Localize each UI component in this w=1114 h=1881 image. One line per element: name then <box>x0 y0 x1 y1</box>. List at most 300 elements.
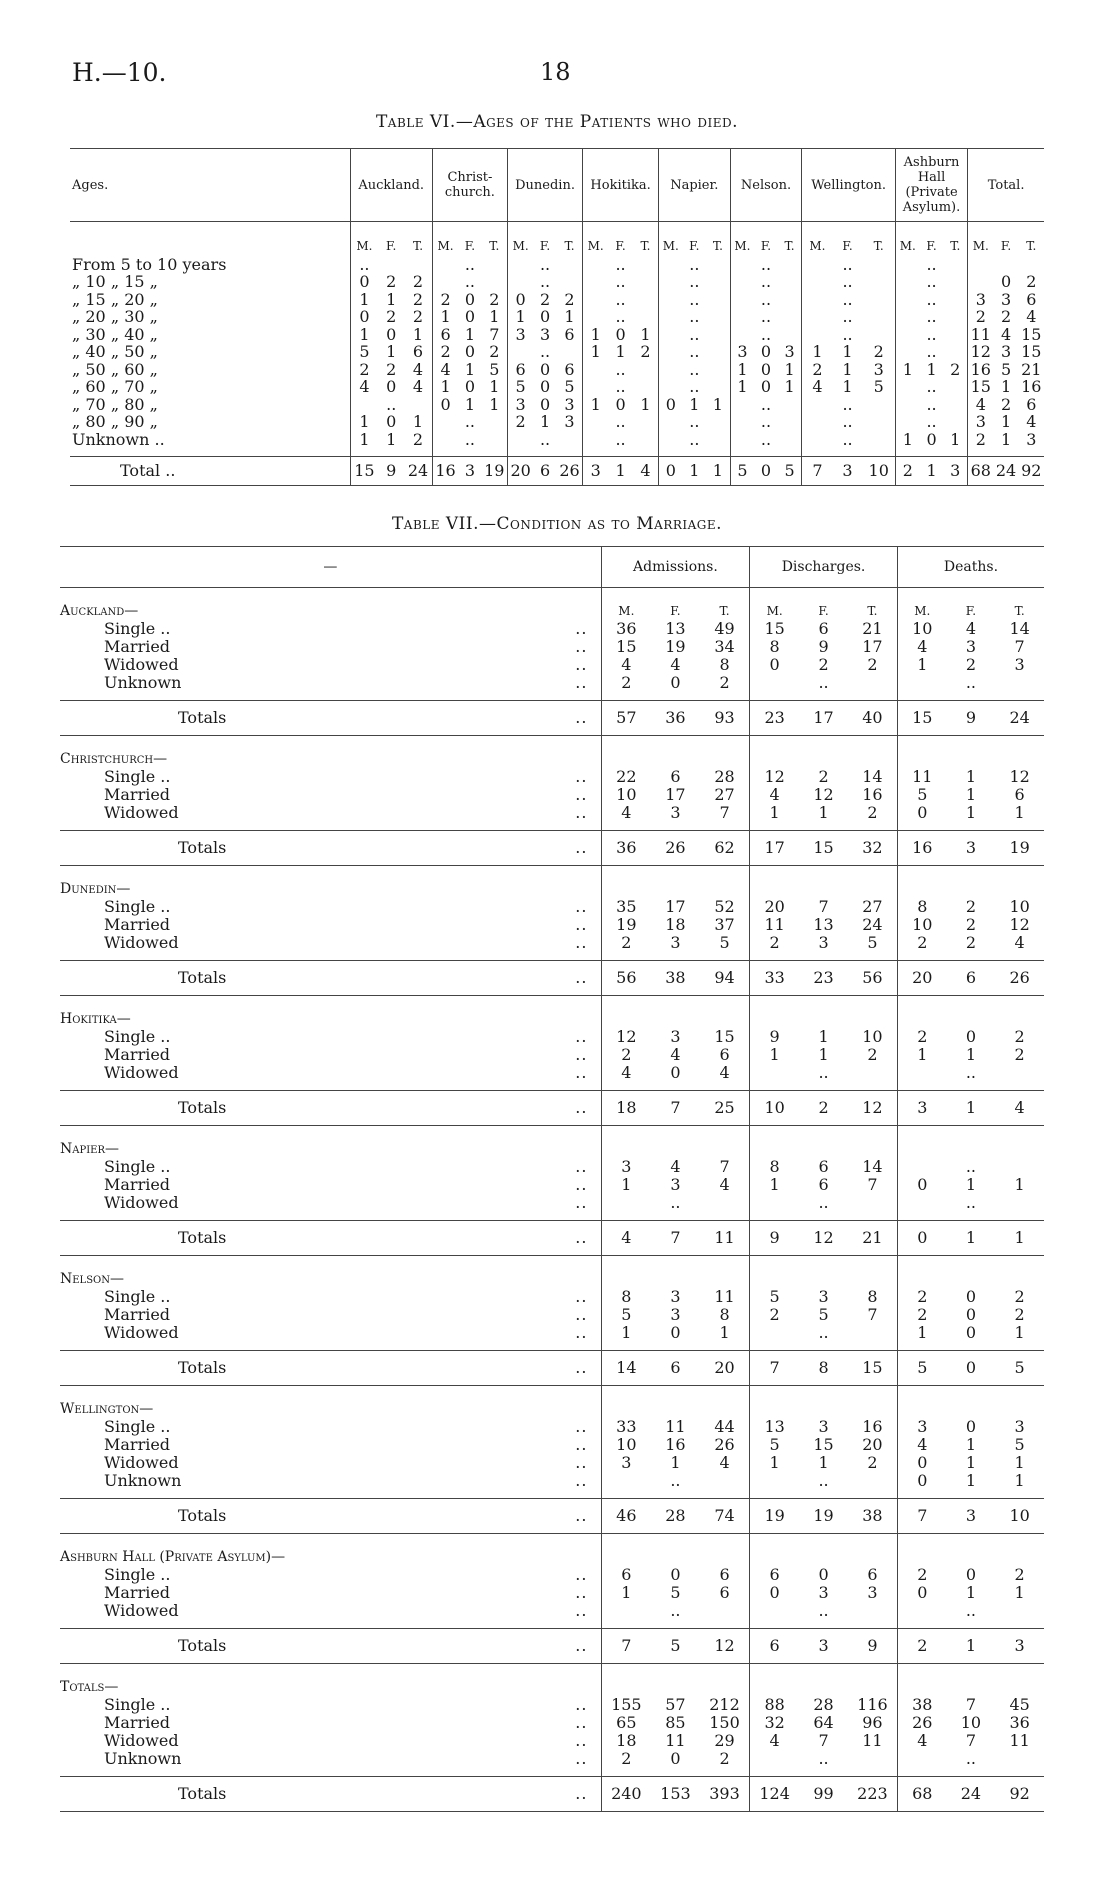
value-cell <box>583 273 608 291</box>
spacer-cell <box>848 1126 898 1159</box>
value-cell: 4 <box>1026 412 1037 431</box>
spacer-cell <box>750 1534 800 1567</box>
value-cell: 0 <box>965 1417 977 1436</box>
total-value: 38 <box>848 1499 898 1534</box>
total-value: 56 <box>848 961 898 996</box>
value-cell <box>730 396 754 414</box>
age-label: „ 15 „ 20 „ <box>72 289 158 309</box>
value-cell: 2 <box>750 934 800 952</box>
value-cell <box>658 256 682 274</box>
total-value: 28 <box>651 1499 700 1534</box>
value-cell: 7 <box>1014 637 1025 656</box>
total-value: 7 <box>898 1499 947 1534</box>
total-value: 19 <box>482 457 508 486</box>
value-cell: 6 <box>412 342 424 361</box>
mft-label: M. <box>895 222 919 256</box>
mft-label: M. <box>898 588 947 621</box>
value-cell: .. <box>689 412 700 431</box>
value-cell: 1 <box>750 804 800 822</box>
value-cell <box>350 396 378 414</box>
group-name: Christchurch— <box>60 751 168 767</box>
value-cell: 15 <box>601 638 651 656</box>
spacer-cell <box>750 1386 800 1419</box>
value-cell <box>895 343 919 361</box>
value-cell <box>507 273 533 291</box>
value-cell: 13 <box>813 915 834 934</box>
spacer-cell <box>799 1620 848 1629</box>
value-cell: 1 <box>489 377 500 396</box>
value-cell: 1 <box>730 361 754 379</box>
value-cell: 0 <box>658 396 682 414</box>
value-cell: .. <box>464 412 476 431</box>
spacer-cell <box>750 1342 800 1351</box>
total-value: 26 <box>995 961 1044 996</box>
value-cell: 2 <box>750 1306 800 1324</box>
spacer-cell <box>651 1768 700 1777</box>
value-cell <box>658 291 682 309</box>
age-label: „ 30 „ 40 „ <box>72 324 158 344</box>
spacer-cell <box>799 736 848 769</box>
value-cell: .. <box>689 289 700 309</box>
value-cell <box>557 273 583 291</box>
value-cell: 6 <box>1026 289 1037 309</box>
value-cell: 2 <box>1026 272 1037 291</box>
value-cell: 4 <box>412 377 424 396</box>
spacer-cell <box>750 692 800 701</box>
value-cell <box>1019 256 1044 274</box>
totals-label: Totals <box>60 1351 562 1386</box>
value-cell: 0 <box>464 342 476 361</box>
value-cell <box>943 326 967 344</box>
value-cell: .. <box>615 359 626 379</box>
value-cell: 3 <box>784 342 795 361</box>
value-cell: .. <box>539 272 551 291</box>
total-value: 9 <box>750 1221 800 1256</box>
mft-label: T. <box>489 239 500 253</box>
total-value: 38 <box>651 961 700 996</box>
total-value: 7 <box>651 1221 700 1256</box>
value-cell: 0 <box>760 359 772 379</box>
value-cell <box>482 431 508 449</box>
spacer-cell <box>651 1212 700 1221</box>
group-totals-row <box>60 1221 1044 1256</box>
spacer-cell <box>947 1620 996 1629</box>
value-cell: .. <box>760 272 772 291</box>
column-header: Auckland. <box>350 149 432 222</box>
total-value: 124 <box>750 1777 800 1812</box>
value-cell: 26 <box>898 1714 947 1732</box>
value-cell: .. <box>842 394 853 414</box>
value-cell: 5 <box>867 933 878 952</box>
value-cell: 3 <box>818 1417 829 1436</box>
value-cell <box>601 1194 651 1212</box>
value-cell: 36 <box>601 620 651 638</box>
gap-row <box>60 1490 1044 1499</box>
value-cell: 16 <box>862 785 883 804</box>
spacer-cell <box>947 1534 996 1567</box>
spacer-cell <box>848 822 898 831</box>
value-cell <box>802 396 833 414</box>
mft-label: F. <box>464 239 476 253</box>
total-value: 7 <box>750 1351 800 1386</box>
spacer-cell <box>947 1490 996 1499</box>
value-cell: 1 <box>965 1045 977 1064</box>
leader-dots: .. <box>575 1601 588 1620</box>
total-value: 19 <box>750 1499 800 1534</box>
spacer-cell <box>60 952 601 961</box>
value-cell: 1 <box>386 429 397 449</box>
value-cell: 1 <box>432 378 458 396</box>
value-cell <box>601 1602 651 1620</box>
spacer-cell <box>651 1386 700 1419</box>
value-cell: 116 <box>857 1695 888 1714</box>
mft-label: M. <box>601 588 651 621</box>
value-cell: 4 <box>719 1063 730 1082</box>
leader-dots: .. <box>575 785 588 804</box>
value-cell: 8 <box>719 655 730 674</box>
marriage-row <box>60 934 1044 952</box>
group-totals-row <box>60 831 1044 866</box>
total-value: 3 <box>799 1629 848 1664</box>
value-cell: 2 <box>412 272 424 291</box>
value-cell: 3 <box>507 396 533 414</box>
value-cell: 1 <box>926 359 937 379</box>
value-cell <box>943 273 967 291</box>
total-value: 92 <box>995 1777 1044 1812</box>
column-header: Christ-church. <box>432 149 507 222</box>
leader-dots: .. <box>575 897 588 916</box>
leader-dots: .. <box>575 637 588 656</box>
total-value: 7 <box>651 1091 700 1126</box>
value-cell: 7 <box>818 1731 829 1750</box>
spacer-cell <box>995 1212 1044 1221</box>
spacer-cell <box>700 952 750 961</box>
spacer-cell <box>848 1664 898 1697</box>
value-cell: 8 <box>601 1288 651 1306</box>
total-value: 1 <box>920 457 944 486</box>
value-cell: 2 <box>350 361 378 379</box>
total-value: 17 <box>750 831 800 866</box>
value-cell: 24 <box>862 915 883 934</box>
value-cell: 19 <box>665 637 686 656</box>
value-cell: 12 <box>601 1028 651 1046</box>
value-cell: 1 <box>1000 377 1012 396</box>
value-cell: 0 <box>464 289 476 309</box>
value-cell: 2 <box>867 655 878 674</box>
total-value: 21 <box>848 1221 898 1256</box>
spacer-cell <box>947 1082 996 1091</box>
group-name: Dunedin— <box>60 881 131 897</box>
totals-label: Totals <box>60 701 562 736</box>
value-cell: 2 <box>965 897 977 916</box>
value-cell <box>658 413 682 431</box>
column-header: Wellington. <box>802 149 896 222</box>
value-cell: 1 <box>842 359 853 379</box>
value-cell: 88 <box>750 1696 800 1714</box>
spacer-cell <box>799 1082 848 1091</box>
leader-dots: .. <box>575 1417 588 1436</box>
spacer-cell <box>947 1768 996 1777</box>
value-cell <box>898 1158 947 1176</box>
gap-row <box>60 822 1044 831</box>
value-cell: 4 <box>601 1064 651 1082</box>
value-cell <box>404 396 432 414</box>
value-cell: 2 <box>601 1046 651 1064</box>
leader-dots: .. <box>575 655 588 674</box>
spacer-cell <box>700 1126 750 1159</box>
value-cell <box>583 378 608 396</box>
value-cell: 0 <box>350 308 378 326</box>
age-label: „ 80 „ 90 „ <box>72 412 158 431</box>
value-cell: .. <box>689 307 700 326</box>
value-cell: 6 <box>670 767 681 786</box>
value-cell: 3 <box>730 343 754 361</box>
leader-dots: .. <box>575 1565 588 1584</box>
value-cell: 2 <box>818 655 829 674</box>
marriage-row <box>60 1418 1044 1436</box>
value-cell <box>706 273 730 291</box>
value-cell: 2 <box>432 343 458 361</box>
mft-label: T. <box>564 239 575 253</box>
value-cell: .. <box>842 289 853 309</box>
value-cell: 5 <box>750 1436 800 1454</box>
spacer-cell <box>750 1768 800 1777</box>
spacer-cell <box>651 866 700 899</box>
value-cell <box>802 413 833 431</box>
value-cell: .. <box>670 1193 681 1212</box>
value-cell: 1 <box>818 803 829 822</box>
spacer-cell <box>378 448 404 457</box>
value-cell: 3 <box>670 1027 681 1046</box>
value-cell <box>432 413 458 431</box>
value-cell: 4 <box>898 638 947 656</box>
value-cell: 2 <box>539 289 551 309</box>
value-cell: .. <box>760 289 772 309</box>
value-cell: 12 <box>1009 915 1030 934</box>
value-cell <box>968 256 994 274</box>
value-cell: 13 <box>665 619 686 638</box>
value-cell: .. <box>464 429 476 449</box>
spacer-cell <box>750 1664 800 1697</box>
value-cell: 29 <box>714 1731 735 1750</box>
age-label: From 5 to 10 years <box>72 254 227 274</box>
value-cell: 2 <box>1014 1305 1025 1324</box>
total-value: 0 <box>658 457 682 486</box>
value-cell: 0 <box>539 377 551 396</box>
value-cell: 0 <box>539 307 551 326</box>
spacer-cell <box>601 1620 651 1629</box>
mft-label: T. <box>412 239 424 253</box>
spacer-cell <box>350 448 378 457</box>
total-value: 20 <box>700 1351 750 1386</box>
spacer-cell <box>750 1126 800 1159</box>
spacer-cell <box>947 1256 996 1289</box>
age-row <box>70 343 1044 361</box>
value-cell: .. <box>965 1193 977 1212</box>
total-value: 10 <box>863 457 896 486</box>
spacer-cell <box>507 448 533 457</box>
total-value: 92 <box>1019 457 1044 486</box>
total-value: 20 <box>507 457 533 486</box>
age-row <box>70 291 1044 309</box>
gap-row <box>60 1212 1044 1221</box>
value-cell: 2 <box>386 272 397 291</box>
value-cell <box>895 291 919 309</box>
value-cell: 1 <box>350 413 378 431</box>
total-value: 0 <box>754 457 777 486</box>
total-value: 23 <box>750 701 800 736</box>
value-cell: .. <box>818 1063 829 1082</box>
total-value: 15 <box>898 701 947 736</box>
value-cell <box>993 256 1018 274</box>
total-value: 24 <box>947 1777 996 1812</box>
value-cell: 6 <box>564 359 575 379</box>
spacer-cell <box>947 692 996 701</box>
condition-label: Widowed <box>104 803 179 822</box>
value-cell: 5 <box>1014 1435 1025 1454</box>
value-cell: .. <box>689 342 700 361</box>
condition-label: Widowed <box>104 1193 179 1212</box>
spacer-cell <box>947 996 996 1029</box>
value-cell: 16 <box>665 1435 686 1454</box>
total-value: 4 <box>633 457 659 486</box>
value-cell: 3 <box>539 324 551 344</box>
value-cell: 1 <box>350 291 378 309</box>
value-cell: 2 <box>386 359 397 379</box>
value-cell: 2 <box>432 291 458 309</box>
gap-row <box>70 448 1044 457</box>
spacer-cell <box>995 822 1044 831</box>
value-cell: 212 <box>709 1695 740 1714</box>
leader-dots: .. <box>575 1323 588 1342</box>
value-cell: 1 <box>640 324 651 344</box>
value-cell: 3 <box>968 291 994 309</box>
value-cell: 9 <box>750 1028 800 1046</box>
value-cell: 0 <box>760 342 772 361</box>
spacer-cell <box>995 1256 1044 1289</box>
page-number: 18 <box>540 58 571 86</box>
spacer-cell <box>601 1082 651 1091</box>
value-cell <box>895 308 919 326</box>
spacer-cell <box>799 866 848 899</box>
spacer-cell <box>60 1082 601 1091</box>
age-row <box>70 273 1044 291</box>
total-value: 2 <box>895 457 919 486</box>
spacer-cell <box>799 1212 848 1221</box>
total-value: 0 <box>947 1351 996 1386</box>
value-cell: 10 <box>1009 897 1030 916</box>
value-cell: 1 <box>784 377 795 396</box>
group-heading-row <box>60 1664 1044 1697</box>
mft-label: F. <box>818 604 829 618</box>
mft-label: F. <box>670 604 681 618</box>
value-cell: 0 <box>898 804 947 822</box>
value-cell: 64 <box>813 1713 834 1732</box>
value-cell: 1 <box>750 1046 800 1064</box>
value-cell: .. <box>965 1063 977 1082</box>
spacer-cell <box>968 448 994 457</box>
value-cell <box>995 1064 1044 1082</box>
value-cell: 96 <box>862 1713 883 1732</box>
total-value: 3 <box>583 457 608 486</box>
spacer-cell <box>898 692 947 701</box>
value-cell <box>750 1324 800 1342</box>
spacer-cell <box>799 1342 848 1351</box>
value-cell <box>802 273 833 291</box>
value-cell: 4 <box>1026 307 1037 326</box>
value-cell: 10 <box>898 620 947 638</box>
value-cell: 1 <box>640 394 651 414</box>
group-name: Hokitika— <box>60 1011 131 1027</box>
value-cell: 2 <box>1000 307 1012 326</box>
total-value: 19 <box>799 1499 848 1534</box>
spacer-cell <box>947 1342 996 1351</box>
total-value: 1 <box>683 457 706 486</box>
value-cell: 4 <box>750 786 800 804</box>
value-cell: 6 <box>750 1566 800 1584</box>
value-cell: .. <box>615 429 626 449</box>
spacer-cell <box>833 448 863 457</box>
spacer-cell <box>750 1082 800 1091</box>
spacer-cell <box>995 996 1044 1029</box>
value-cell <box>750 1750 800 1768</box>
spacer-cell <box>601 1342 651 1351</box>
value-cell: .. <box>926 377 937 396</box>
total-value: 46 <box>601 1499 651 1534</box>
group-name: Napier— <box>60 1141 119 1157</box>
value-cell: 3 <box>670 1175 681 1194</box>
value-cell: 36 <box>1009 1713 1030 1732</box>
value-cell <box>557 431 583 449</box>
value-cell <box>848 1472 898 1490</box>
leader-dots: .. <box>575 767 588 786</box>
value-cell: 17 <box>665 897 686 916</box>
spacer-cell <box>750 1490 800 1499</box>
leader-dots: .. <box>562 1221 601 1256</box>
spacer-cell <box>601 1256 651 1289</box>
value-cell: 12 <box>813 785 834 804</box>
marriage-row <box>60 1046 1044 1064</box>
value-cell <box>658 361 682 379</box>
value-cell: 1 <box>965 1175 977 1194</box>
value-cell <box>750 1472 800 1490</box>
mft-label: F. <box>842 239 853 253</box>
spacer-cell <box>993 448 1018 457</box>
spacer-cell <box>601 866 651 899</box>
value-cell <box>863 431 896 449</box>
value-cell: 2 <box>507 413 533 431</box>
value-cell: 44 <box>714 1417 735 1436</box>
value-cell <box>706 378 730 396</box>
age-row <box>70 431 1044 449</box>
group-heading-row <box>60 1126 1044 1159</box>
value-cell: 1 <box>412 412 424 431</box>
totals-label: Totals <box>60 961 562 996</box>
condition-label: Married <box>104 1713 171 1732</box>
spacer-cell <box>533 448 557 457</box>
total-value: 1 <box>608 457 633 486</box>
value-cell: 15 <box>750 620 800 638</box>
value-cell: 16 <box>1021 377 1042 396</box>
condition-label: Single .. <box>104 1417 171 1436</box>
totals-label: Totals <box>60 1629 562 1664</box>
value-cell <box>898 1602 947 1620</box>
value-cell: 37 <box>714 915 735 934</box>
value-cell: 2 <box>898 1288 947 1306</box>
total-value: 3 <box>943 457 967 486</box>
value-cell: 1 <box>750 1176 800 1194</box>
value-cell <box>995 1750 1044 1768</box>
